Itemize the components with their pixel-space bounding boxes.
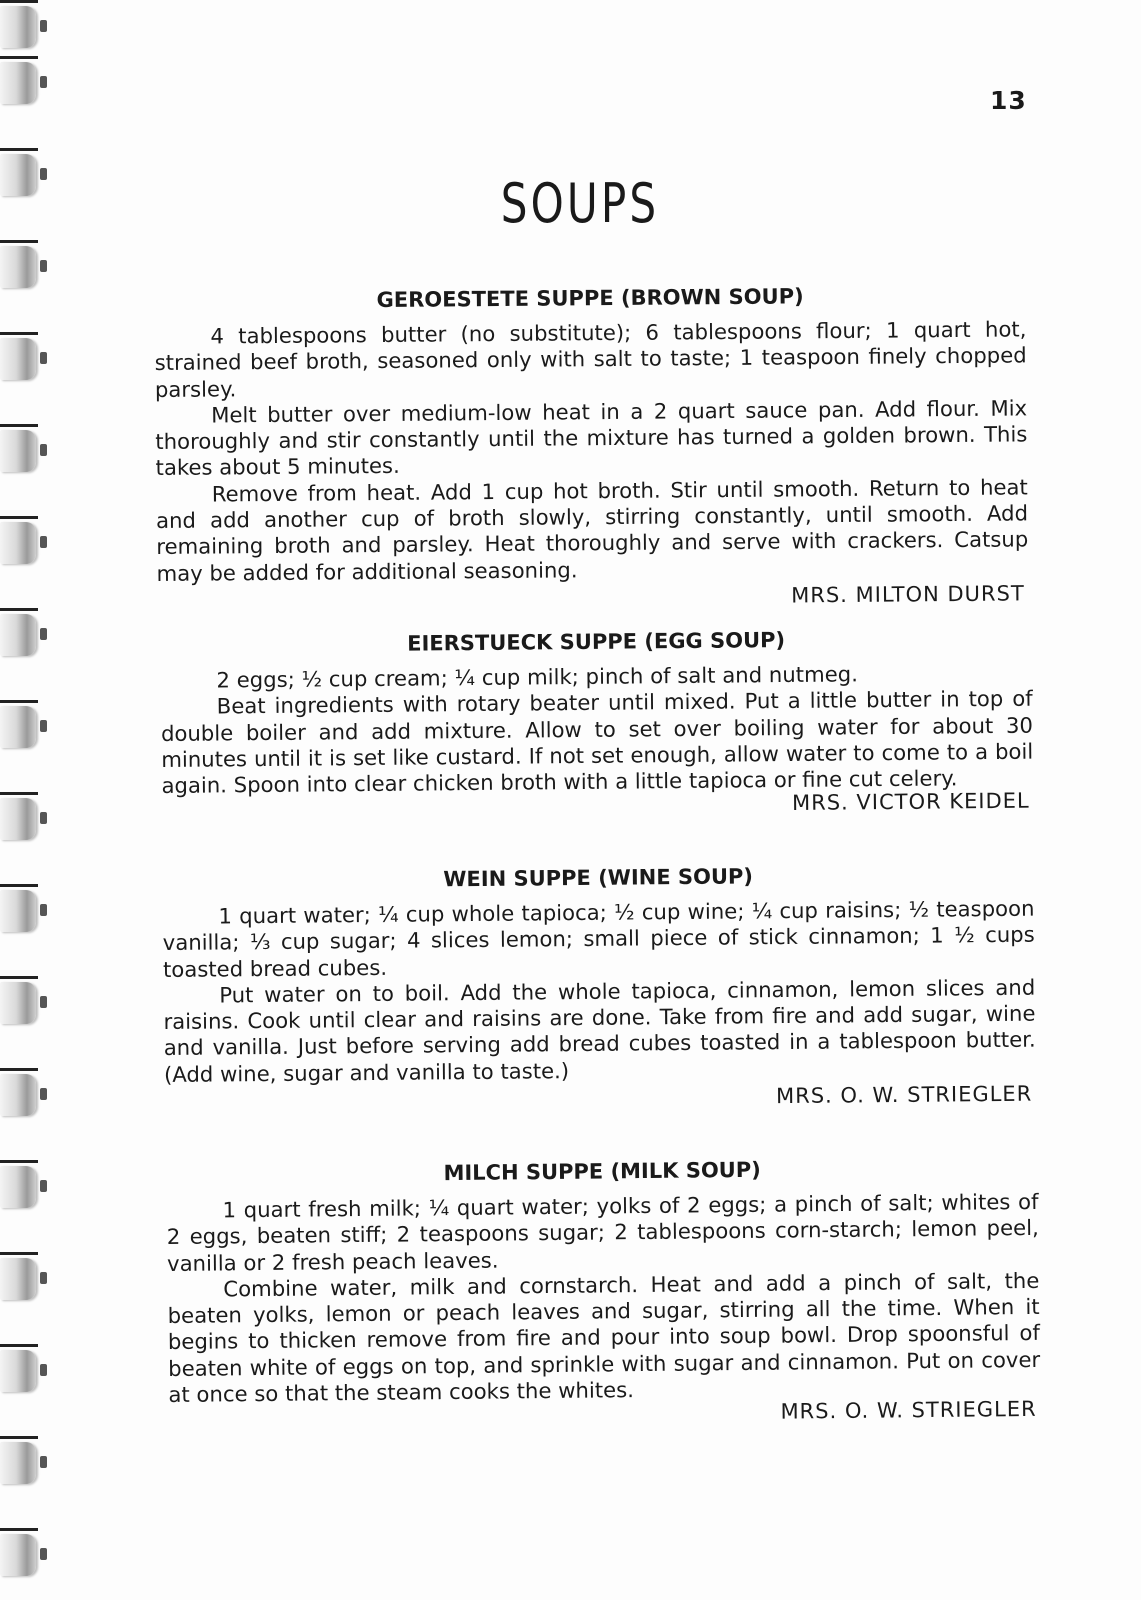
recipe-title: EIERSTUECK SUPPE (EGG SOUP) xyxy=(407,628,786,656)
binding-ring xyxy=(0,608,50,664)
binding-ring xyxy=(0,792,50,848)
binding-ring xyxy=(0,516,50,572)
recipe-title: MILCH SUPPE (MILK SOUP) xyxy=(443,1157,761,1186)
recipe-brown-soup xyxy=(154,278,1029,615)
binding-ring xyxy=(0,884,50,940)
recipe-title: GEROESTETE SUPPE (BROWN SOUP) xyxy=(376,284,804,313)
binding-ring xyxy=(0,1068,50,1124)
recipe-ingredients: 4 tablespoons butter (no substitute); 6 tablespoons flour; 1 quart hot, strained beef broth, seasoned only with salt to taste; 1 teaspoon finely chopped parsley. xyxy=(154,316,1027,402)
binding-ring xyxy=(0,332,50,388)
recipe-step: Beat ingredients with rotary beater until mixed. Put a little butter in top of double boiler and add mixture. Allow to set over boiling water for about 30 minutes until it is set like custard. If not set enough, allow water to come to a boil again. Spoon into clear chicken broth with a little tapioca or fine cut celery. xyxy=(160,685,1034,799)
binding-ring xyxy=(0,1160,50,1216)
binding-ring xyxy=(0,240,50,296)
spiral-binding xyxy=(0,0,62,1600)
binding-ring xyxy=(0,56,50,112)
recipe-step: Combine water, milk and cornstarch. Heat and add a pinch of salt, the beaten yolks, lemon or peach leaves and sugar, stirring all the time. When it begins to thicken remove from fire and pour into soup bowl. Drop spoonsful of beaten white of eggs on top, and sprinkle with sugar and cinnamon. Put on cover at once so that the steam cooks the whites. xyxy=(167,1267,1041,1408)
recipe-author: MRS. MILTON DURST xyxy=(791,581,1025,608)
page-title: SOUPS xyxy=(500,172,660,235)
page-number: 13 xyxy=(990,86,1027,115)
binding-ring xyxy=(0,1344,50,1400)
recipe-step: Melt butter over medium-low heat in a 2 quart sauce pan. Add flour. Mix thoroughly and stir constantly until the mixture has turned a golden brown. This takes about 5 minutes. xyxy=(155,395,1028,481)
recipe-author: MRS. VICTOR KEIDEL xyxy=(791,789,1030,816)
binding-ring xyxy=(0,700,50,756)
recipe-step: Put water on to boil. Add the whole tapioca, cinnamon, lemon slices and raisins. Cook until clear and raisins are done. Take from fire and add sugar, wine and vanilla. Just before serving add bread cubes toasted in a tablespoon butter. (Add wine, sugar and vanilla to taste.) xyxy=(163,974,1036,1087)
binding-ring xyxy=(0,1528,50,1584)
recipe-step: Remove from heat. Add 1 cup hot broth. Stir until smooth. Return to heat and add another cup of broth slowly, stirring constantly, until smooth. Add remaining broth and parsley. Heat thoroughly and serve with crackers. Catsup may be added for additional seasoning. xyxy=(155,474,1029,586)
recipe-author: MRS. O. W. STRIEGLER xyxy=(780,1397,1037,1424)
binding-ring xyxy=(0,1436,50,1492)
recipe-milk-soup xyxy=(166,1151,1041,1432)
recipe-ingredients: 2 eggs; ½ cup cream; ¼ cup milk; pinch of salt and nutmeg. xyxy=(216,661,858,693)
recipe-egg-soup xyxy=(160,622,1034,824)
recipe-ingredients: 1 quart water; ¼ cup whole tapioca; ½ cup wine; ¼ cup raisins; ½ teaspoon vanilla; ⅓ cup sugar; 4 slices lemon; small piece of stick cinnamon; 1 ½ cups toasted bread cubes. xyxy=(162,895,1035,982)
recipe-author: MRS. O. W. STRIEGLER xyxy=(775,1081,1033,1109)
recipe-title: WEIN SUPPE (WINE SOUP) xyxy=(443,864,754,892)
binding-ring xyxy=(0,976,50,1032)
binding-ring xyxy=(0,0,50,56)
recipe-wine-soup xyxy=(162,858,1036,1116)
binding-ring xyxy=(0,148,50,204)
recipe-ingredients: 1 quart fresh milk; ¼ quart water; yolks of 2 eggs; a pinch of salt; whites of 2 eggs, beaten stiff; 2 teaspoons sugar; 2 tablespoons corn-starch; lemon peel, vanilla or 2 fresh peach leaves. xyxy=(166,1188,1039,1276)
binding-ring xyxy=(0,424,50,480)
binding-ring xyxy=(0,1252,50,1308)
